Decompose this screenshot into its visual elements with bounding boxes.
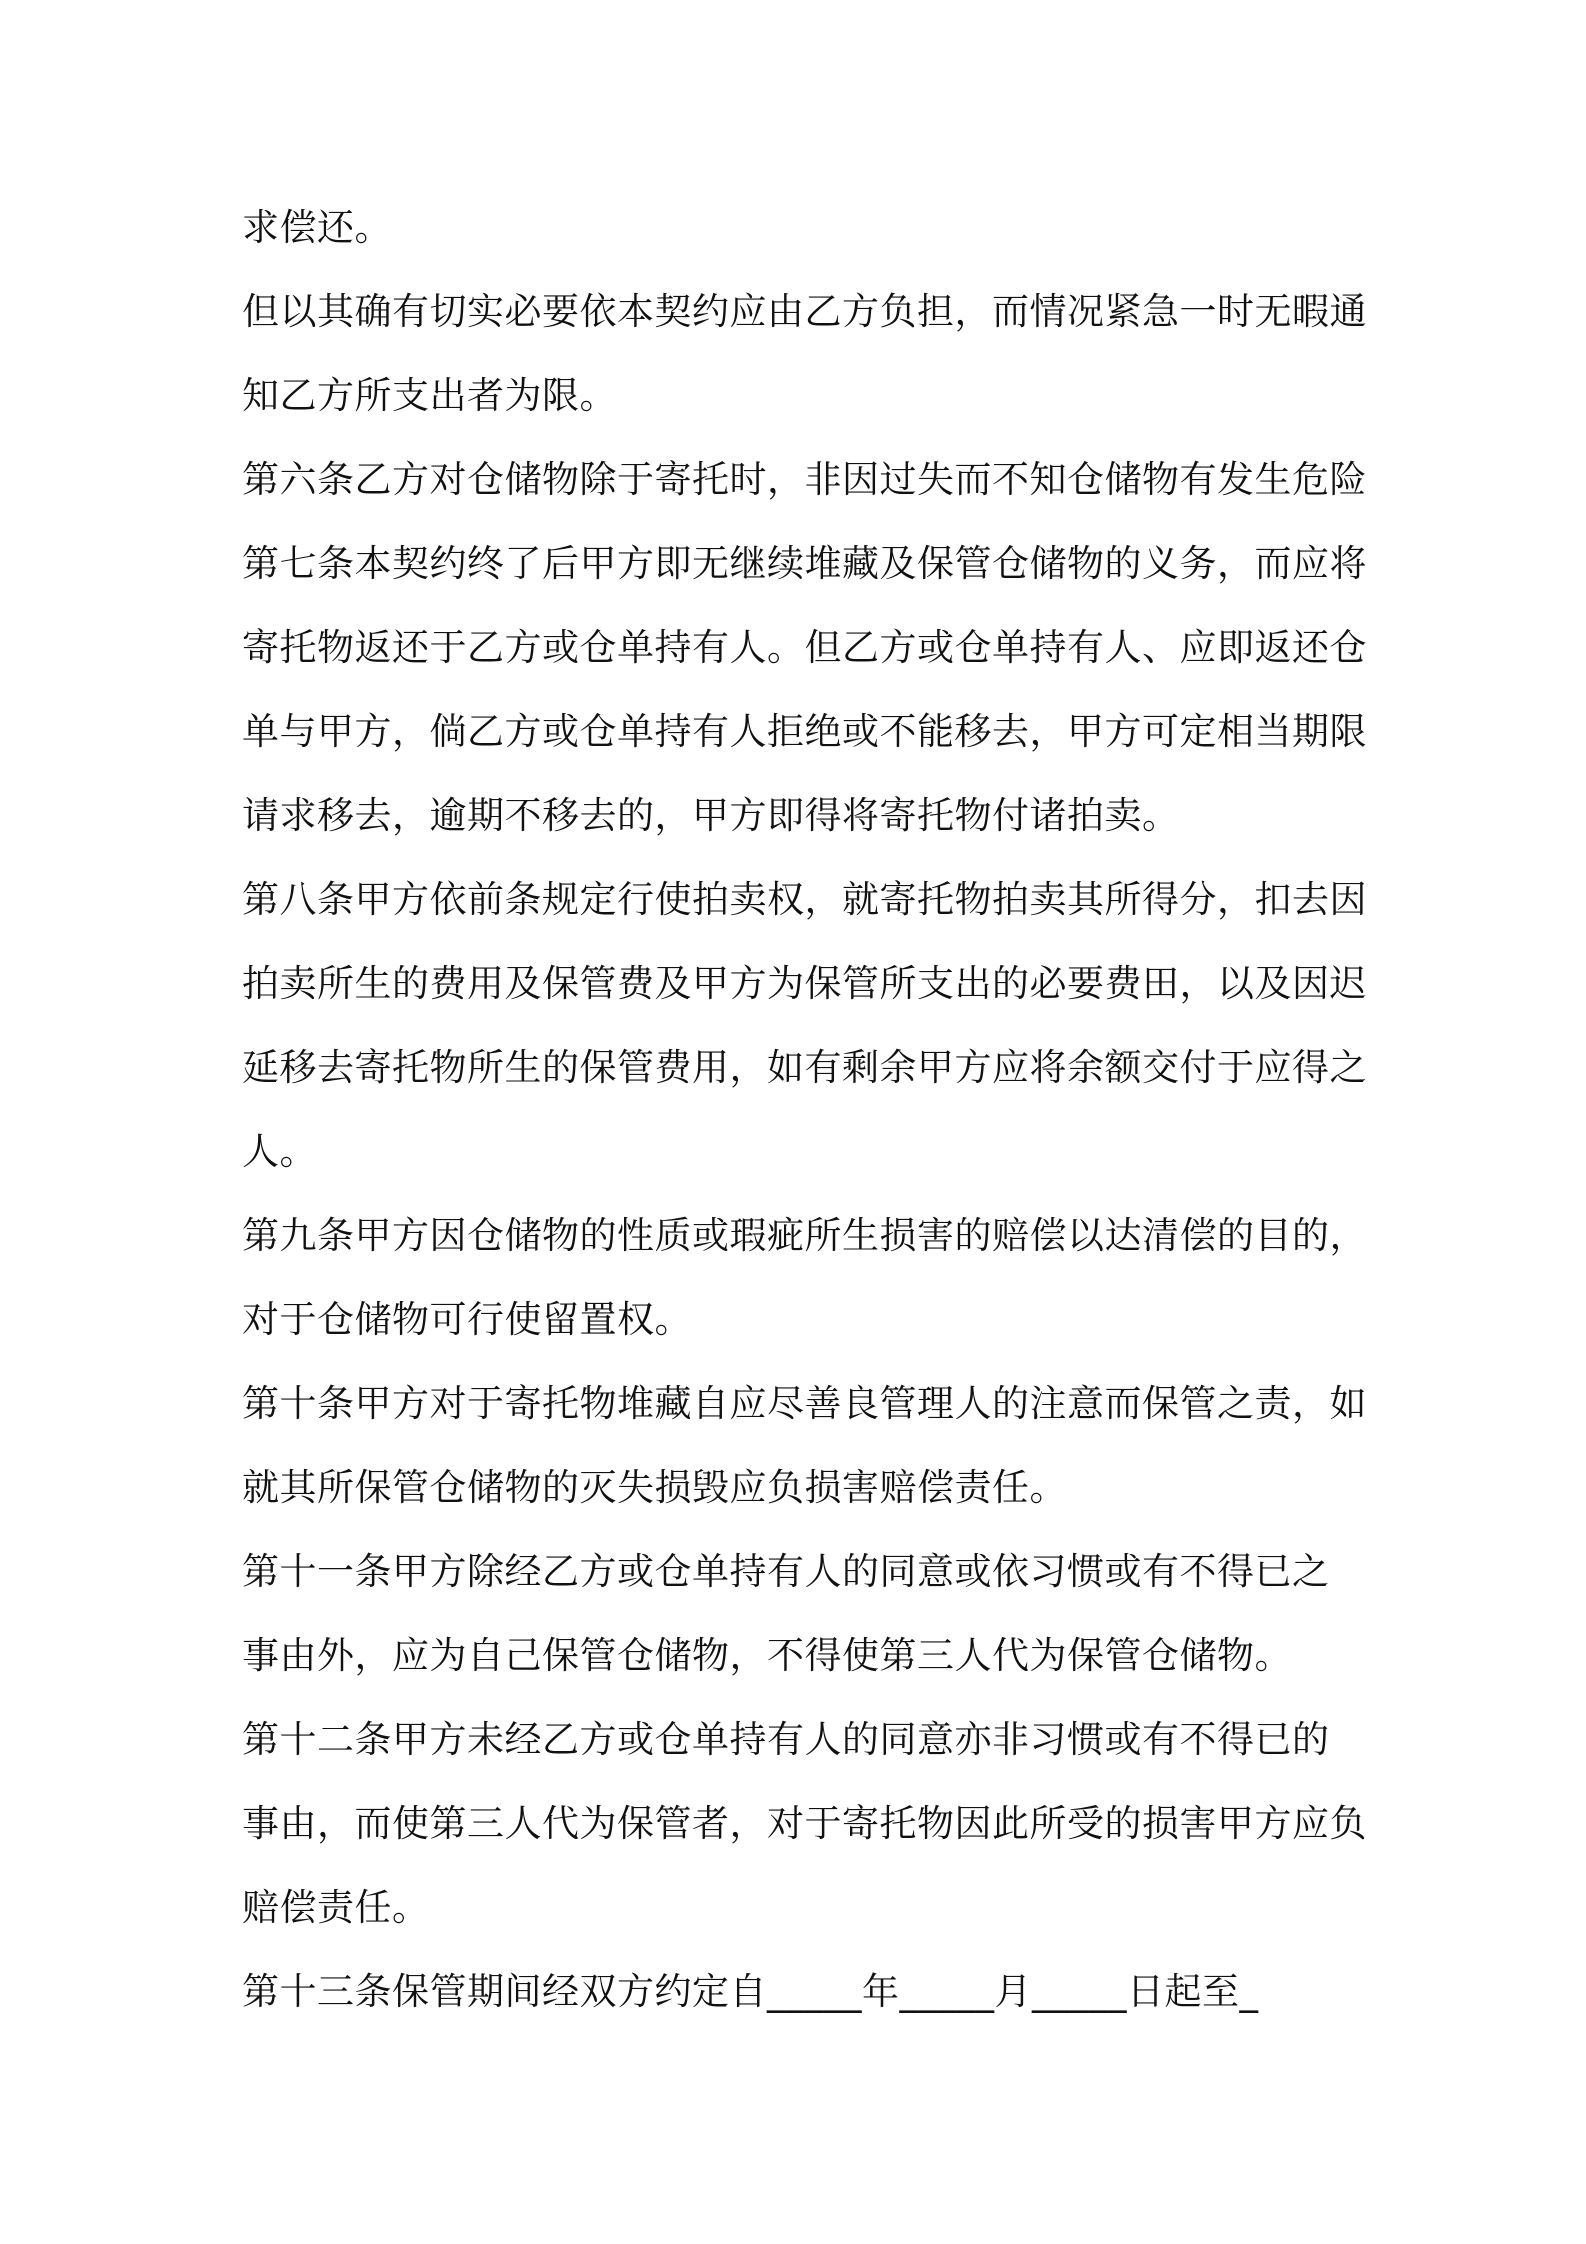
contract-text [242,186,1367,2034]
text-line: 拍卖所生的费用及保管费及甲方为保管所支出的必要费田，以及因迟 [242,962,1367,1005]
text-line: 第八条甲方依前条规定行使拍卖权，就寄托物拍卖其所得分，扣去因 [242,878,1367,921]
text-line: 第十一条甲方除经乙方或仓单持有人的同意或依习惯或有不得已之 [242,1550,1330,1593]
text-line: 第七条本契约终了后甲方即无继续堆藏及保管仓储物的义务，而应将 [242,542,1367,585]
text-line: 求偿还。 [242,206,392,249]
text-line: 延移去寄托物所生的保管费用，如有剩余甲方应将余额交付于应得之 [242,1046,1367,1089]
text-line: 第十二条甲方未经乙方或仓单持有人的同意亦非习惯或有不得已的 [242,1718,1330,1761]
text-line: 寄托物返还于乙方或仓单持有人。但乙方或仓单持有人、应即返还仓 [242,626,1367,669]
text-line: 请求移去，逾期不移去的，甲方即得将寄托物付诸拍卖。 [242,794,1180,837]
text-line: 第九条甲方因仓储物的性质或瑕疵所生损害的赔偿以达清偿的目的， [242,1214,1367,1257]
text-line: 就其所保管仓储物的灭失损毁应负损害赔偿责任。 [242,1466,1067,1509]
text-line: 第十三条保管期间经双方约定自_____年_____月_____日起至_ [242,1970,1259,2013]
text-line: 事由，而使第三人代为保管者，对于寄托物因此所受的损害甲方应负 [242,1802,1367,1845]
text-line: 单与甲方，倘乙方或仓单持有人拒绝或不能移去，甲方可定相当期限 [242,710,1367,753]
text-line: 知乙方所支出者为限。 [242,374,617,417]
text-line: 但以其确有切实必要依本契约应由乙方负担，而情况紧急一时无暇通 [242,290,1367,333]
text-line: 第十条甲方对于寄托物堆藏自应尽善良管理人的注意而保管之责，如 [242,1382,1367,1425]
text-line: 人。 [242,1130,317,1173]
text-line: 赔偿责任。 [242,1886,430,1929]
text-line: 事由外，应为自己保管仓储物，不得使第三人代为保管仓储物。 [242,1634,1292,1677]
text-line: 第六条乙方对仓储物除于寄托时，非因过失而不知仓储物有发生危险 [242,458,1367,501]
text-line: 对于仓储物可行使留置权。 [242,1298,692,1341]
